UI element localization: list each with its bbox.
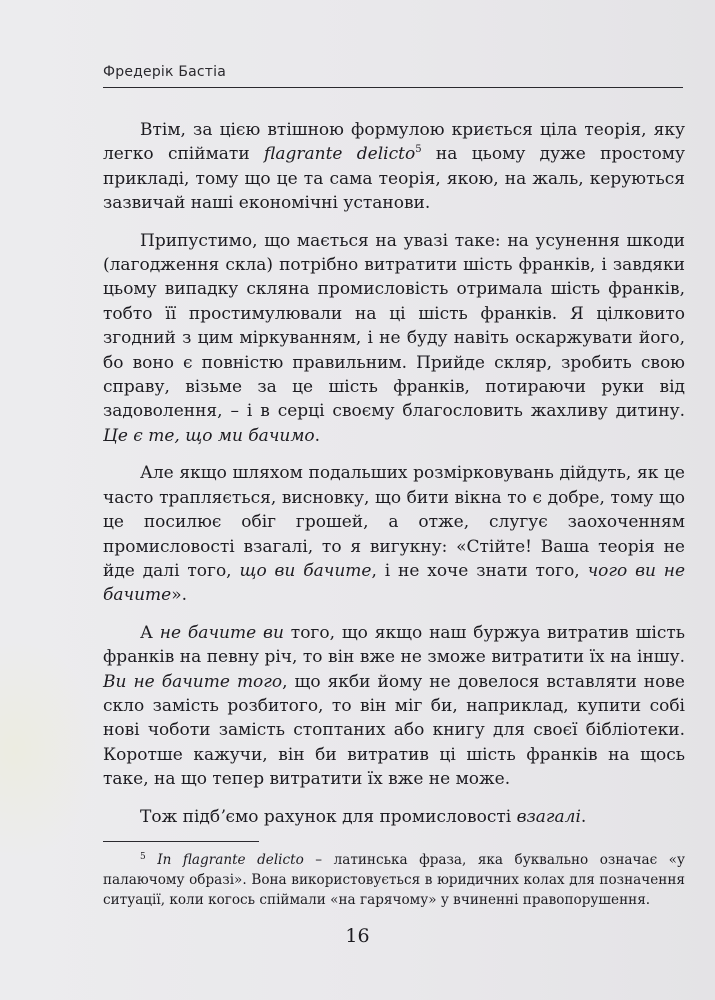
text-run: Тож підбʼємо рахунок для промисловості (140, 806, 517, 827)
italic-run: flagrante delicto (264, 144, 416, 165)
footnote-rule (103, 841, 259, 842)
footnote-term: In flagrante delicto (157, 852, 304, 868)
paragraph (103, 805, 685, 829)
italic-run: що ви бачите (239, 560, 372, 581)
text-run: на цьому дуже простому прикладі, тому що це та сама теорія, якою, на жаль, керуються зазвичай наші економічні установи. (103, 144, 685, 214)
footnote-marker: 5 (140, 852, 146, 862)
text-run: , і не хоче знати того, (371, 560, 588, 581)
italic-run: Це є те, що ми бачимо (103, 425, 315, 446)
italic-run: чого ви не бачите (103, 560, 686, 606)
text-run: , що якби йому не довелося вставляти нове скло замість розбитого, то він міг би, наприклад, купити собі нові чоботи замість стоптаних або книгу для своєї бібліотеки. Коротше кажучи, він би витратив ці шість франків на щось таке, на що тепер витратити їх вже не може. (103, 671, 685, 790)
footnote-text: – латинська фраза, яка буквально означає «у палаючому образі». Вона використовується в юридичних колах для позначення ситуації, коли когось спіймали «на гарячому» у вчиненні правопорушення. (103, 852, 685, 908)
header-rule (103, 87, 683, 88)
text-run: . (580, 806, 587, 827)
page-stain (0, 640, 100, 860)
italic-run: Ви не бачите того (103, 671, 283, 692)
running-head: Фредерік Бастіа (103, 64, 227, 80)
paragraph (103, 118, 685, 216)
text-run: А (140, 622, 160, 643)
paragraph (103, 461, 685, 607)
footnote-ref: 5 (415, 144, 422, 156)
text-run: ». (171, 585, 188, 606)
italic-run: не бачите ви (159, 622, 284, 643)
text-run: Втім, за цією втішною формулою криється ціла теорія, яку легко спіймати (103, 120, 685, 165)
page-number: 16 (345, 925, 370, 947)
text-run: Припустимо, що мається на увазі таке: на усунення шкоди (лагодження скла) потрібно витратити шість франків, і завдяки цьому випадку скляна промисловість отримала шість франків, тобто її простимулювали на ці шість франків. Я цілковито згодний з цим міркуванням, і не буду навіть оскаржувати його, бо воно є повністю правильним. Прийде скляр, зробить свою справу, візьме за це шість франків, потираючи руки від задоволення, – і в серці своєму благословить жахливу дитину. (103, 230, 685, 422)
text-run: . (314, 425, 321, 446)
footnote (103, 850, 685, 910)
paragraph (103, 621, 685, 792)
text-run: того, що якщо наш буржуа витратив шість франків на певну річ, то він вже не зможе витратити їх на іншу. (103, 622, 685, 668)
text-run: Але якщо шляхом подальших розмірковувань дійдуть, як це часто трапляється, висновку, що бити вікна то є добре, тому що це посилює обіг грошей, а отже, слугує заохоченням промисловості взагалі, то я вигукну: «Стійте! Ваша теорія не йде далі того, (103, 463, 685, 581)
body-text (103, 118, 685, 829)
italic-run: взагалі (516, 806, 581, 827)
paragraph (103, 229, 685, 449)
